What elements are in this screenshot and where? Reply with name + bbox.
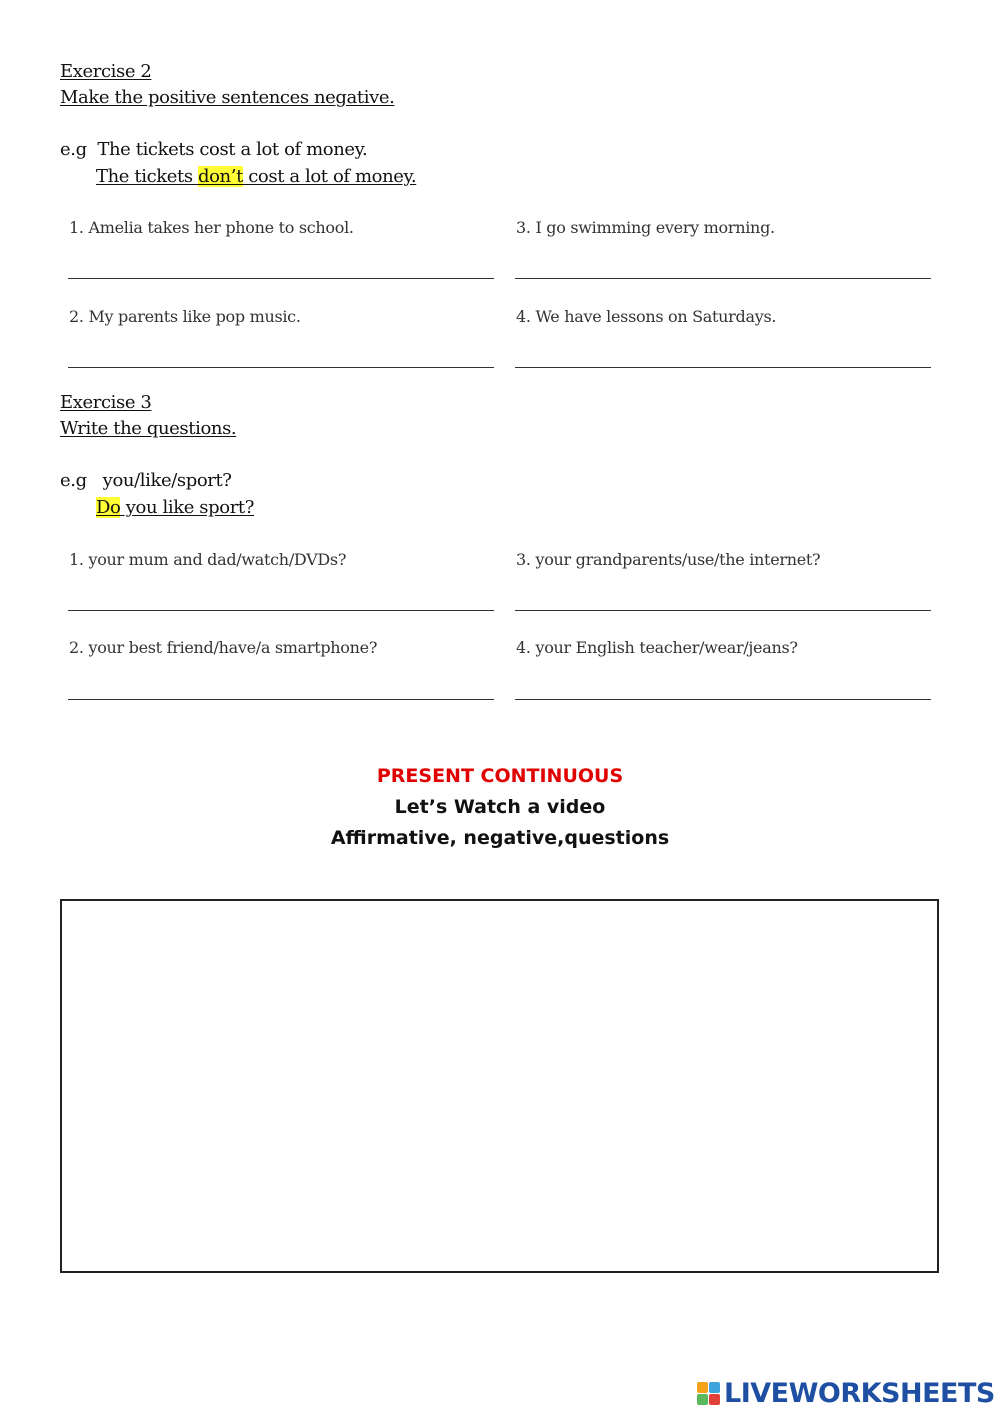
answer-line[interactable]: [515, 367, 931, 368]
exercise3-example-answer: [96, 497, 254, 518]
liveworksheets-logo: [697, 1376, 995, 1410]
exercise3-item-3: 3. your grandparents/use/the internet?: [516, 550, 821, 569]
exercise2-item-4: 4. We have lessons on Saturdays.: [516, 307, 777, 326]
exercise2-instruction: Make the positive sentences negative.: [60, 87, 395, 108]
exercise3-example-prompt-row: [60, 470, 232, 491]
exercise2-example-answer: [96, 166, 416, 187]
logo-block: [697, 1394, 708, 1405]
exercise3-title: Exercise 3: [60, 392, 152, 413]
answer-line[interactable]: [515, 278, 931, 279]
logo-text: LIVEWORKSHEETS: [724, 1377, 995, 1409]
exercise2-item-3: 3. I go swimming every morning.: [516, 218, 775, 237]
exercise3-item-4: 4. your English teacher/wear/jeans?: [516, 638, 798, 657]
exercise3-item-1: 1. your mum and dad/watch/DVDs?: [69, 550, 347, 569]
section-subtitle: Let’s Watch a video: [394, 796, 606, 818]
exercise2-item-2: 2. My parents like pop music.: [69, 307, 301, 326]
answer-line[interactable]: [515, 610, 931, 611]
example-answer-before: The tickets: [96, 166, 198, 187]
example-label: e.g: [60, 139, 87, 160]
exercise2-title: Exercise 2: [60, 61, 152, 82]
video-frame[interactable]: [60, 899, 939, 1273]
exercise3-item-2: 2. your best friend/have/a smartphone?: [69, 638, 378, 657]
exercise2-item-1: 1. Amelia takes her phone to school.: [69, 218, 354, 237]
section-subtitle-2: Affirmative, negative,questions: [330, 827, 670, 849]
example-answer-highlight: Do: [96, 497, 121, 518]
logo-block: [709, 1382, 720, 1393]
logo-blocks-icon: [697, 1382, 720, 1405]
exercise2-example-prompt-row: [60, 139, 367, 160]
exercise3-instruction: Write the questions.: [60, 418, 237, 439]
example-prompt: The tickets cost a lot of money.: [97, 139, 368, 160]
section-title: PRESENT CONTINUOUS: [376, 765, 624, 787]
example-prompt: you/like/sport?: [102, 470, 232, 491]
answer-line[interactable]: [68, 278, 494, 279]
example-answer-after: cost a lot of money.: [242, 166, 417, 187]
example-answer-highlight: don’t: [198, 166, 243, 187]
answer-line[interactable]: [68, 367, 494, 368]
answer-line[interactable]: [68, 699, 494, 700]
example-label: e.g: [60, 470, 87, 491]
logo-block: [697, 1382, 708, 1393]
answer-line[interactable]: [68, 610, 494, 611]
answer-line[interactable]: [515, 699, 931, 700]
example-answer-after: you like sport?: [120, 497, 254, 518]
logo-block: [709, 1394, 720, 1405]
